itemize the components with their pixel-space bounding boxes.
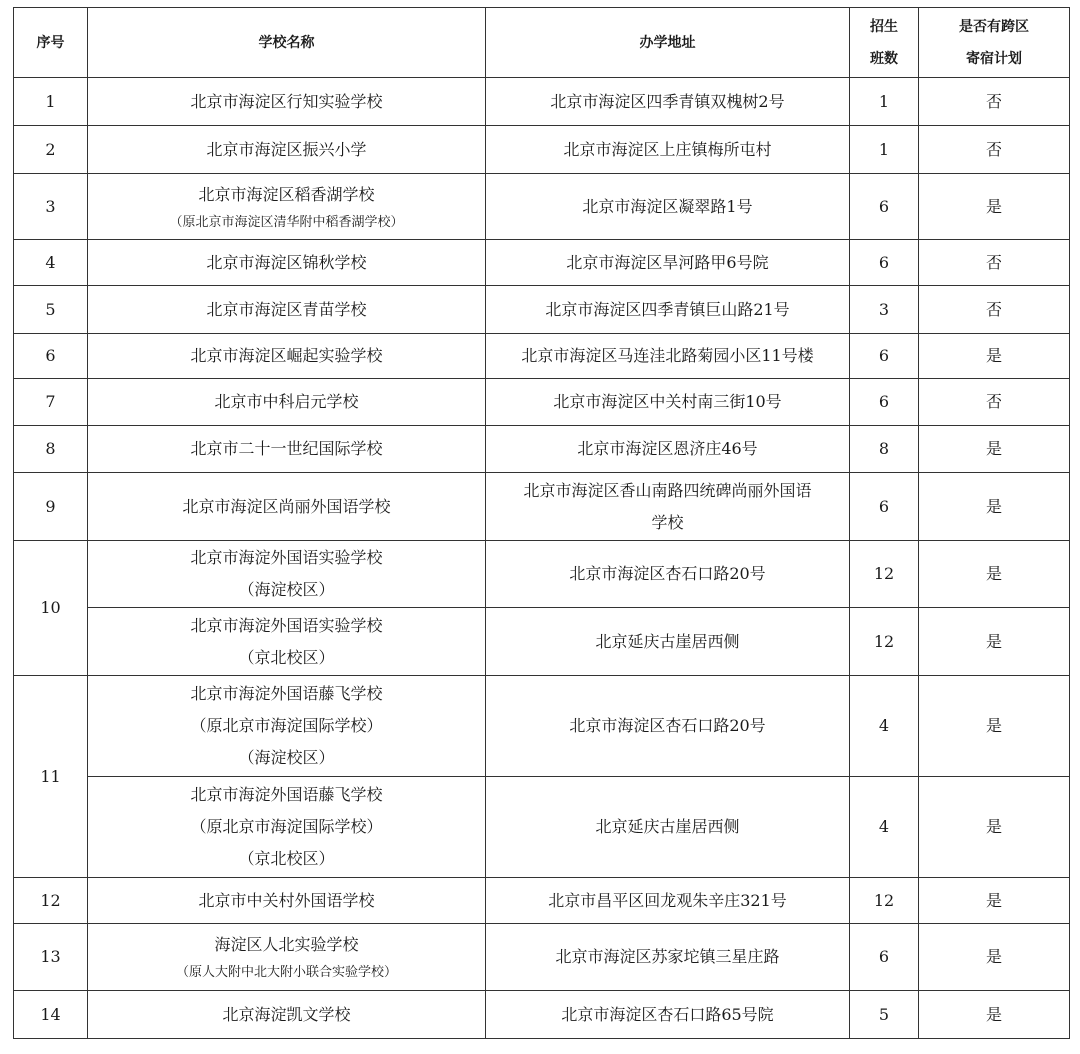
row-index: 14 [14, 991, 88, 1039]
header-classes-line2: 班数 [870, 50, 898, 67]
header-row [14, 8, 1070, 78]
table-row [14, 174, 1070, 240]
row-address: 北京市海淀区中关村南三街10号 [486, 379, 850, 426]
header-classes [850, 8, 919, 78]
header-address: 办学地址 [486, 8, 850, 78]
row-address: 北京市海淀区四季青镇双槐树2号 [486, 78, 850, 126]
row-boarding: 是 [919, 334, 1070, 379]
row-boarding: 否 [919, 126, 1070, 174]
school-name-text: 北京市海淀外国语实验学校 [190, 548, 383, 567]
row-address: 北京延庆古崖居西侧 [486, 608, 850, 676]
row-school-name: 北京海淀凯文学校 [88, 991, 486, 1039]
row-boarding: 是 [919, 924, 1070, 991]
row-index: 5 [14, 286, 88, 334]
address-line1: 北京市海淀区香山南路四统碑尚丽外国语 [523, 480, 812, 500]
row-address: 北京市海淀区苏家坨镇三星庄路 [486, 924, 850, 991]
table-row [14, 878, 1070, 924]
row-index: 12 [14, 878, 88, 924]
table-row [14, 777, 1070, 878]
row-classes: 12 [850, 878, 919, 924]
row-address: 北京市海淀区马连洼北路菊园小区11号楼 [486, 334, 850, 379]
school-name-text: 北京市海淀区稻香湖学校 [198, 184, 375, 204]
row-address: 北京市海淀区四季青镇巨山路21号 [486, 286, 850, 334]
school-campus: （海淀校区） [238, 748, 335, 767]
school-campus: （海淀校区） [238, 580, 335, 599]
table-row [14, 608, 1070, 676]
row-index: 13 [14, 924, 88, 991]
school-campus: （京北校区） [238, 849, 335, 868]
school-name-text: 北京市海淀外国语实验学校 [190, 615, 383, 635]
school-name-text: 北京市海淀外国语藤飞学校 [190, 785, 383, 804]
row-school-name: 北京市中关村外国语学校 [88, 878, 486, 924]
row-address: 北京市海淀区杏石口路65号院 [486, 991, 850, 1039]
row-boarding: 是 [919, 608, 1070, 676]
row-boarding: 是 [919, 777, 1070, 878]
row-school-name: 北京市海淀区行知实验学校 [88, 78, 486, 126]
row-classes: 3 [850, 286, 919, 334]
row-boarding: 是 [919, 991, 1070, 1039]
row-index: 4 [14, 240, 88, 286]
row-index: 1 [14, 78, 88, 126]
row-boarding: 是 [919, 676, 1070, 777]
row-classes: 4 [850, 676, 919, 777]
row-address [486, 473, 850, 541]
header-boarding-line1: 是否有跨区 [959, 18, 1029, 35]
row-classes: 12 [850, 608, 919, 676]
table-row [14, 126, 1070, 174]
row-boarding: 否 [919, 379, 1070, 426]
header-boarding [919, 8, 1070, 78]
row-address: 北京市海淀区凝翠路1号 [486, 174, 850, 240]
row-classes: 6 [850, 240, 919, 286]
school-name-text: 海淀区人北实验学校 [214, 935, 359, 954]
row-index: 2 [14, 126, 88, 174]
row-school-name: 北京市海淀区崛起实验学校 [88, 334, 486, 379]
row-boarding: 否 [919, 286, 1070, 334]
school-former-name: （原北京市海淀国际学校） [190, 817, 383, 836]
row-classes: 6 [850, 379, 919, 426]
row-classes: 1 [850, 78, 919, 126]
row-classes: 4 [850, 777, 919, 878]
row-school-name [88, 608, 486, 676]
row-boarding: 是 [919, 473, 1070, 541]
row-school-name: 北京市海淀区尚丽外国语学校 [88, 473, 486, 541]
school-former-name: （原人大附中北大附小联合实验学校） [175, 965, 397, 980]
row-school-name [88, 924, 486, 991]
row-classes: 6 [850, 334, 919, 379]
row-school-name [88, 174, 486, 240]
row-boarding: 是 [919, 541, 1070, 608]
row-classes: 8 [850, 426, 919, 473]
table-row [14, 426, 1070, 473]
table-row [14, 676, 1070, 777]
row-index: 6 [14, 334, 88, 379]
school-name-text: 北京市海淀外国语藤飞学校 [190, 684, 383, 703]
table-row [14, 924, 1070, 991]
row-classes: 12 [850, 541, 919, 608]
header-boarding-line2: 寄宿计划 [966, 50, 1022, 67]
row-classes: 6 [850, 174, 919, 240]
row-address: 北京市海淀区旱河路甲6号院 [486, 240, 850, 286]
row-index: 9 [14, 473, 88, 541]
school-former-name: （原北京市海淀国际学校） [190, 716, 383, 735]
table-row [14, 379, 1070, 426]
row-school-name: 北京市海淀区青苗学校 [88, 286, 486, 334]
row-boarding: 否 [919, 78, 1070, 126]
table-row [14, 991, 1070, 1039]
header-classes-line1: 招生 [870, 18, 898, 35]
school-campus: （京北校区） [238, 647, 335, 667]
row-boarding: 是 [919, 878, 1070, 924]
row-classes: 1 [850, 126, 919, 174]
header-index: 序号 [14, 8, 88, 78]
row-address: 北京市海淀区杏石口路20号 [486, 676, 850, 777]
row-boarding: 否 [919, 240, 1070, 286]
header-school-name: 学校名称 [88, 8, 486, 78]
row-boarding: 是 [919, 426, 1070, 473]
address-line2: 学校 [651, 512, 684, 532]
row-school-name [88, 541, 486, 608]
school-former-name: （原北京市海淀区清华附中稻香湖学校） [169, 214, 404, 230]
row-index: 10 [14, 541, 88, 676]
row-school-name: 北京市中科启元学校 [88, 379, 486, 426]
row-index: 11 [14, 676, 88, 878]
row-boarding: 是 [919, 174, 1070, 240]
row-school-name [88, 676, 486, 777]
row-school-name: 北京市海淀区锦秋学校 [88, 240, 486, 286]
row-index: 8 [14, 426, 88, 473]
row-school-name: 北京市海淀区振兴小学 [88, 126, 486, 174]
row-address: 北京延庆古崖居西侧 [486, 777, 850, 878]
table-row [14, 473, 1070, 541]
row-index: 3 [14, 174, 88, 240]
row-index: 7 [14, 379, 88, 426]
row-classes: 6 [850, 924, 919, 991]
table-row [14, 541, 1070, 608]
schools-table [13, 7, 1070, 1039]
row-address: 北京市海淀区恩济庄46号 [486, 426, 850, 473]
row-classes: 5 [850, 991, 919, 1039]
table-row [14, 286, 1070, 334]
row-school-name: 北京市二十一世纪国际学校 [88, 426, 486, 473]
row-address: 北京市昌平区回龙观朱辛庄321号 [486, 878, 850, 924]
row-address: 北京市海淀区上庄镇梅所屯村 [486, 126, 850, 174]
table-row [14, 78, 1070, 126]
row-address: 北京市海淀区杏石口路20号 [486, 541, 850, 608]
row-school-name [88, 777, 486, 878]
row-classes: 6 [850, 473, 919, 541]
table-row [14, 334, 1070, 379]
table-row [14, 240, 1070, 286]
